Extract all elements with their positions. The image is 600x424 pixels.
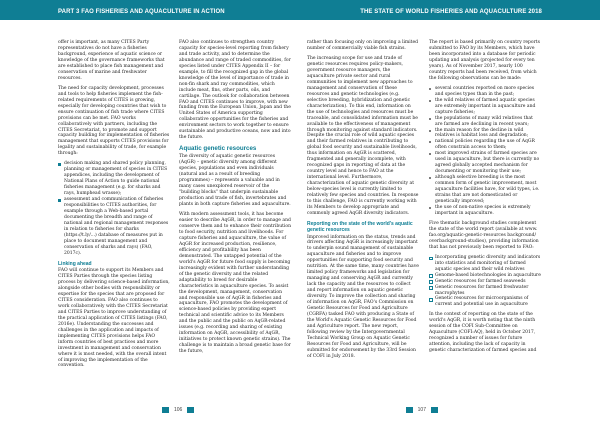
page-number: 106 [174, 407, 183, 414]
list-item: decision making and shared policy planning, planning or management of species in CITES appendices, including the development of National Plans of Action to guide national fisheries management (e.g. for sharks and rays, humphead wrasse); [58, 161, 170, 197]
paragraph: With modern assessment tools, it has become easier to describe AqGR, in order to manage and conserve them and to enhance their contribution to food security, nutrition and livelihoods. For capture fisheries and aquaculture, the value of AqGR for increased production, resilience, efficiency and profitability has been demonstrated. The untapped potential of the world's AqGR for future food supply is becoming increasingly evident with further understanding of the genetic diversity and the related adaptability to breed for desirable characteristics in aquaculture species. To assist the development, management, conservation and responsible use of AqGR in fisheries and aquaculture, FAO promotes the development of science-based policies by providing expert technical and scientific advice to its Members and the public and the public on AqGR-related issues (e.g. recording and sharing of existing information on AqGR, accessibility of AqGR, initiatives to protect known genetic strains). The challenge is to maintain a broad genetic base for the future, [179, 212, 291, 355]
page-number-right [404, 407, 440, 413]
page-number-divider [162, 407, 169, 413]
column-1 [58, 40, 170, 374]
paragraph: FAO will continue to support its Members and CITES Parties through the species listing process by delivering science-based information, alongside other bodies with responsibility or expertise for the species that are proposed for CITES consideration. FAO also continues to work collaboratively with the CITES Secretariat and CITES Parties to improve understanding of the practical application of CITES listings (FAO, 2016e). Understanding the successes and challenges in the application and impacts of implementing CITES provisions helps FAO inform countries of best practices and more investment in management and conservation where it is most needed, with the overall intent of improving the implementation of the convention. [58, 268, 170, 369]
list-item: the main reason for the decline in wild relatives is habitat loss and degradation; [429, 128, 541, 140]
list-item: although selective breeding is the most common form of genetic improvement, most aquaculture facilities have, for wild types, i.e. strains that are not domesticated or genetically improved; [429, 175, 541, 205]
running-header [0, 0, 600, 20]
bullet-list [429, 255, 541, 309]
list-item: the populations of many wild relatives that are farmed are declining in recent years; [429, 116, 541, 128]
bullet-list [429, 86, 541, 217]
list-item: several countries reported on more species and species types than in the past; [429, 86, 541, 98]
section-heading-looking-ahead: Linking ahead [58, 260, 92, 267]
paragraph: In the context of reporting on the state of the world's AqGR, it is worth noting that the ninth session of the COFI Sub-Committee on Aquaculture (COFI:AQ), held in October 2017, recognized a number of issues for future attention, including the lack of capacity in genetic characterization of farmed species and [429, 312, 537, 354]
page-number-divider [406, 407, 413, 413]
page-number: 107 [417, 407, 426, 414]
list-item: Genetic resources for microorganisms of current and potential use in aquaculture [429, 296, 541, 308]
column-3 [307, 40, 419, 364]
page-number-left [160, 407, 196, 413]
paragraph: The need for capacity development, processes and tools to help fisheries implement the fish-related requirements of CITES is growing, especially for developing countries that wish to ensure continuation of fish trade where CITES provisions can be met. FAO works collaboratively with partners, including the CITES Secretariat, to promote and support capacity building for implementation of fisheries management that supports CITES provisions for legality and sustainability of trade, for example through: [58, 85, 170, 157]
column-2 [179, 40, 291, 359]
paragraph: The report is based primarily on country reports submitted to FAO by its Members, which have been incorporated into a database for periodic updating and analysis (projected for every ten years). As of November 2017, nearly 100 country reports had been received, from which the following observations can be made: [429, 40, 540, 81]
section-heading-reporting: Reporting on the state of the world's aquatic genetic resources [307, 221, 413, 234]
paragraph: Improved information on the status, trends and drivers affecting AqGR is increasingly important to underpin sound management of sustainable aquaculture and fisheries and to improve opportunities for supporting food security and nutrition. At the same time, many countries have limited policy frameworks and legislation for managing and conserving AqGR and currently lack the capacity and the resources to collect and report information on aquatic genetic diversity. To improve the collection and sharing of information on AqGR, FAO's Commission on Genetic Resources for Food and Agriculture (CGRFA) tasked FAO with producing a State of the World's Aquatic Genetic Resources for Food and Agriculture report. The new report, following review by the Intergovernmental Technical Working Group on Aquatic Genetic Resources for Food and Agriculture, will be submitted for endorsement by the 33rd Session of COFI in July 2018. [307, 234, 419, 359]
page-number-divider [187, 407, 194, 413]
list-item: most improved strains of farmed species are used in aquaculture, but there is currently no agreed globally accepted mechanism for documenting or monitoring their use; [429, 151, 541, 175]
paragraph: The increasing scope for use and trade of genetic resources requires policy-makers, government resource managers, the aquaculture private sector and rural communities to implement new approaches to management and conservation of these resources and genetic technologies (e.g. selective breeding, hybridization and genetic characterization). To this end, information on the use of technologies and resources must be traceable, and consolidated information must be available to the effectiveness of management through monitoring against standard indicators. Despite the crucial role of wild aquatic species and their farmed relatives in contributing to global food security and sustainable livelihoods, thus information on AqGR is scattered, fragmented and generally incomplete, with recognized gaps in reporting of data at the country level and hence to FAO at the international level. Furthermore, characterization of aquatic genetic diversity at below-species level is currently limited to relatively few species and countries. In response to this challenge, FAO is currently working with its Members to develop appropriate and commonly agreed AqGR diversity indicators. [307, 56, 419, 216]
paragraph: FAO also continues to strengthen country capacity for species-level reporting from fishery and trade activity, and to determine the abundance and range of traded commodities, for species listed under CITES Appendix II – for example, to fill the recognized gap in the global knowledge of the level of importance of trade in non-fin shark and ray commodities, which include meat, fins, other parts, oils, and cartilage. The outlook for collaboration between FAO and CITES continues to improve, with new funding from the European Union, Japan and the United States of America supporting collaborative opportunities for the fisheries and environment sectors to work together to ensure sustainable and productive oceans, now and into the future. [179, 40, 291, 141]
header-left-title: PART 3 FAO FISHERIES AND AQUACULTURE IN ACTION [58, 9, 225, 15]
list-item: the wild relatives of farmed aquatic species are extremely important in aquaculture and capture fisheries; [429, 98, 541, 116]
list-item: Genetic resources for farmed freshwater macrophytes [429, 285, 541, 297]
list-item: assessment and communication of fisheries responsibilities to CITES authorities, for example through a Web-based portal documenting the breadth and range of national and regional management responses in relation to fisheries for sharks (https://t.ly/...) database of measures put in place to document management and conservation of sharks and rays) (FAO, 2017c). [58, 197, 170, 257]
page-number-divider [431, 407, 438, 413]
paragraph: Five thematic background studies complement the state of the world report (available at www. fao.org/aquatic-genetic-resources background/ overbackground-studies), providing information that has not previously been reported to FAO: [429, 220, 539, 250]
bullet-list [58, 161, 170, 256]
list-item: Genetic resources for farmed seaweeds [429, 279, 541, 285]
section-heading-aquatic-genetic-resources: Aquatic genetic resources [179, 145, 257, 153]
paragraph: rather than focusing only on improving a limited number of commercially viable fish strains. [307, 40, 418, 51]
header-right-title: THE STATE OF WORLD FISHERIES AND AQUACULTURE 2018 [360, 9, 542, 15]
list-item: the use of non-native species is extremely important in aquaculture. [429, 205, 541, 217]
column-4 [429, 40, 541, 358]
list-item: Incorporating genetic diversity and indicators into statistics and monitoring of farmed aquatic species and their wild relatives [429, 255, 541, 273]
paragraph: The diversity of aquatic genetic resources (AqGR) – genetic diversity among different species, populations and even individuals (natural and as a result of breeding programmes) – represents a valuable and in many cases unexplored reservoir of the "building blocks" that underpin sustainable production and trade of fish, invertebrates and plants in both capture fisheries and aquaculture. [179, 154, 291, 208]
paragraph: offer is important, as many CITES Party representatives do not have a fisheries background, experience of aquatic science or knowledge of the governance frameworks that are established to place fish management and conservation of marine and freshwater resources. [58, 40, 165, 81]
list-item: Genome-based biotechnologies in aquaculture [429, 273, 541, 279]
list-item: national policies regarding the use of AqGR often constrain access to them; [429, 139, 541, 151]
